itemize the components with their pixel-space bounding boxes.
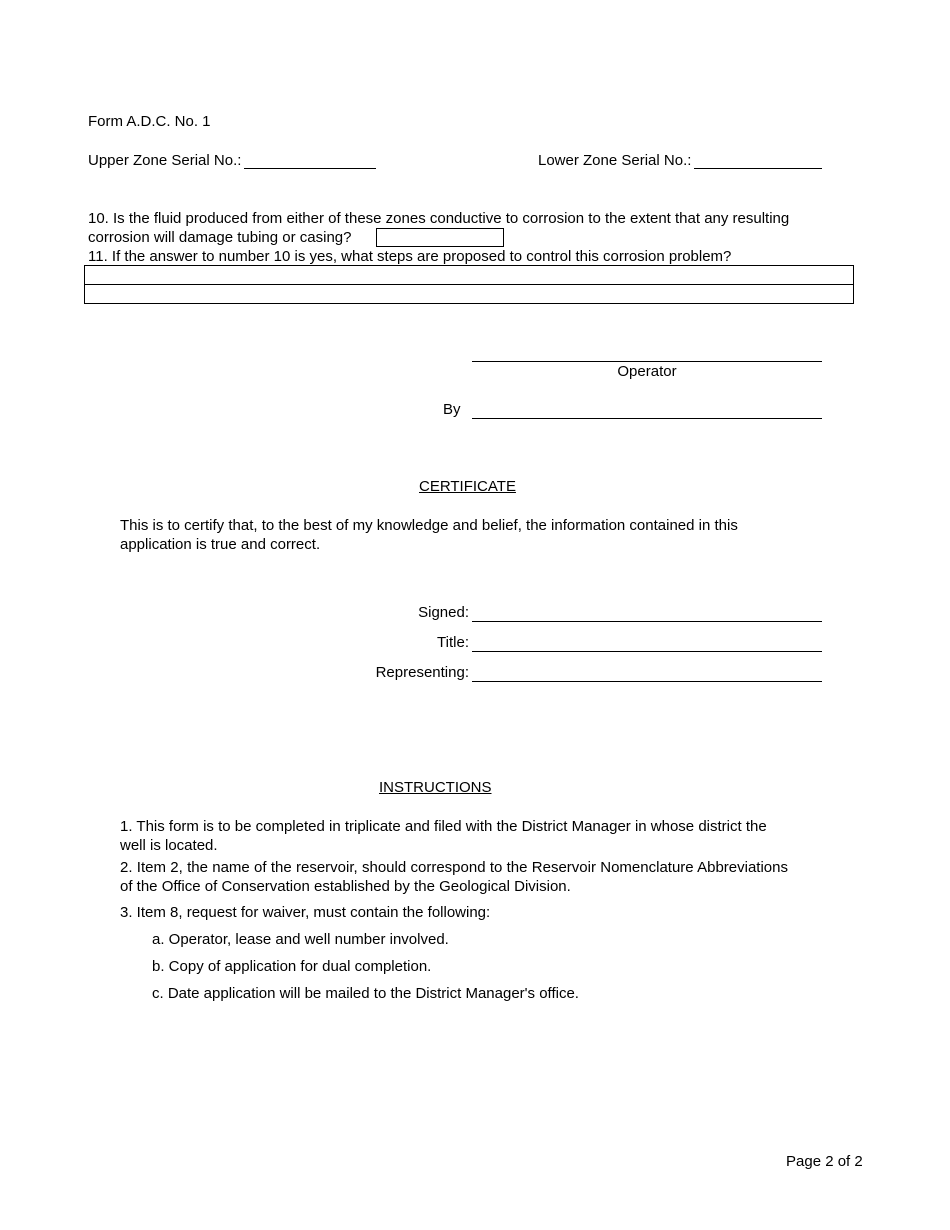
representing-field[interactable] xyxy=(472,681,822,682)
certificate-text: This is to certify that, to the best of my knowledge and belief, the information contained in this application is true and correct. xyxy=(120,517,738,553)
question-11-answer-row-2[interactable] xyxy=(85,285,853,303)
title-field[interactable] xyxy=(472,651,822,652)
form-title: Form A.D.C. No. 1 xyxy=(88,113,211,130)
representing-label: Representing: xyxy=(375,664,469,681)
signed-label: Signed: xyxy=(418,604,469,621)
question-10-answer-box[interactable] xyxy=(376,228,504,247)
question-10-line1: 10. Is the fluid produced from either of these zones conductive to corrosion to the extent that any resulting xyxy=(88,210,790,227)
by-label: By xyxy=(443,401,461,418)
title-label: Title: xyxy=(437,634,469,651)
instruction-item-3: 3. Item 8, request for waiver, must contain the following: xyxy=(120,904,491,921)
instruction-sub-c: c. Date application will be mailed to the District Manager's office. xyxy=(152,985,579,1002)
question-10-line2: corrosion will damage tubing or casing? xyxy=(88,229,352,246)
question-11-answer-row-1[interactable] xyxy=(85,266,853,285)
upper-zone-serial-field[interactable] xyxy=(244,168,376,169)
signed-field[interactable] xyxy=(472,621,822,622)
question-11-answer-table xyxy=(84,265,854,304)
instruction-sub-b: b. Copy of application for dual completion. xyxy=(152,958,432,975)
certificate-heading: CERTIFICATE xyxy=(419,478,516,495)
instruction-sub-a: a. Operator, lease and well number involved. xyxy=(152,931,449,948)
lower-zone-serial-field[interactable] xyxy=(694,168,822,169)
question-11: 11. If the answer to number 10 is yes, what steps are proposed to control this corrosion problem? xyxy=(88,248,732,265)
page-number: Page 2 of 2 xyxy=(786,1153,863,1170)
instruction-item-2: 2. Item 2, the name of the reservoir, should correspond to the Reservoir Nomenclature Abbreviations of the Office of Conservation established by the Geological Division. xyxy=(120,859,788,895)
by-signature-line[interactable] xyxy=(472,418,822,419)
instruction-item-1: 1. This form is to be completed in triplicate and filed with the District Manager in whose district the well is located. xyxy=(120,818,767,854)
instructions-heading: INSTRUCTIONS xyxy=(379,779,492,796)
lower-zone-label: Lower Zone Serial No.: xyxy=(538,152,692,169)
upper-zone-label: Upper Zone Serial No.: xyxy=(88,152,242,169)
operator-label: Operator xyxy=(617,363,677,380)
